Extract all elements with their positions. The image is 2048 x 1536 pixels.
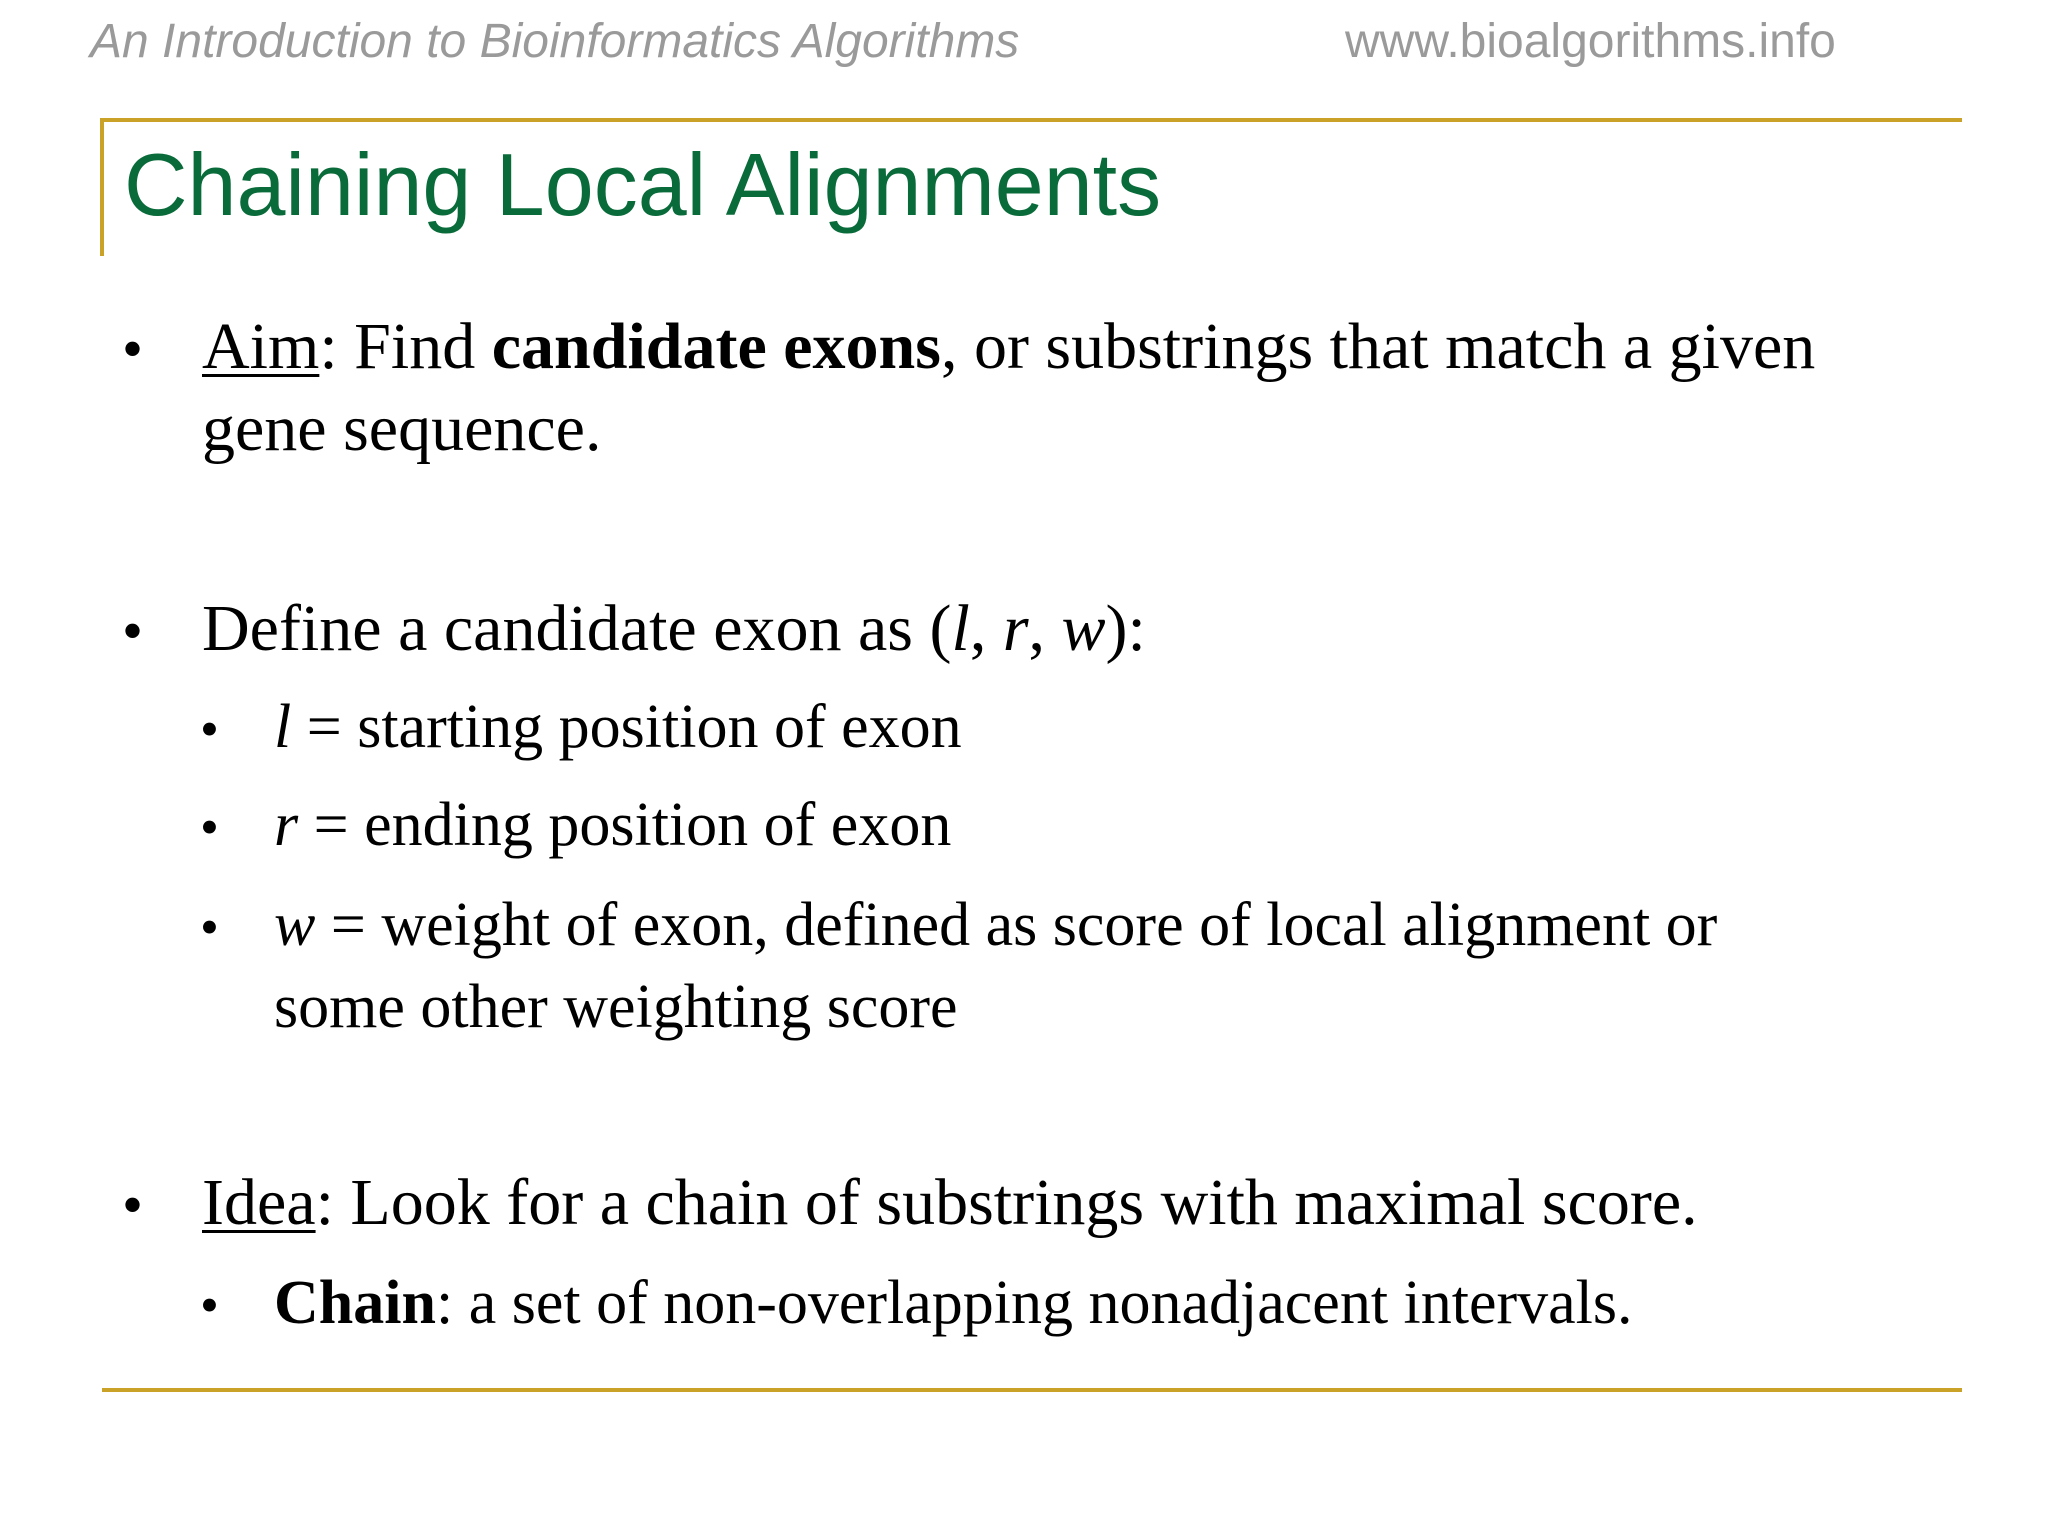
slide-title: Chaining Local Alignments	[124, 135, 1162, 234]
item-var: r	[274, 791, 299, 859]
define-sep-2: ,	[1028, 592, 1062, 665]
bullet-marker: •	[122, 598, 144, 664]
item-text: = ending position of exon	[298, 791, 952, 859]
bottom-divider	[102, 1388, 1962, 1392]
chain-definition	[274, 1262, 1633, 1344]
item-text: = starting position of exon	[291, 693, 962, 761]
define-item-w-continuation: some other weighting score	[274, 973, 958, 1041]
idea-text: : Look for a chain of substrings with maximal score.	[315, 1166, 1698, 1239]
define-sep-1: ,	[969, 592, 1003, 665]
aim-line	[202, 306, 1815, 388]
define-text-2: ):	[1105, 592, 1146, 665]
sub-bullet-marker: •	[200, 1275, 219, 1335]
aim-label: Aim	[202, 310, 320, 383]
define-item-w	[274, 884, 1717, 966]
aim-text-2: , or substrings that match a given	[940, 310, 1816, 383]
sub-bullet-marker: •	[200, 797, 219, 857]
define-item-r	[274, 784, 951, 866]
bullet-marker: •	[122, 1172, 144, 1238]
sub-bullet-marker: •	[200, 897, 219, 957]
idea-label: Idea	[202, 1166, 316, 1239]
sub-bullet-marker: •	[200, 699, 219, 759]
website-url: www.bioalgorithms.info	[1345, 15, 1836, 68]
aim-continuation: gene sequence.	[202, 392, 602, 465]
aim-bold: candidate exons	[491, 310, 941, 383]
define-var-l: l	[951, 592, 970, 665]
define-text-1: Define a candidate exon as (	[202, 592, 952, 665]
item-text: = weight of exon, defined as score of local alignment or	[315, 891, 1718, 959]
item-var: w	[274, 891, 316, 959]
title-side-divider	[100, 118, 104, 256]
define-line	[202, 588, 1146, 670]
chain-text: : a set of non-overlapping nonadjacent intervals.	[435, 1269, 1633, 1337]
define-var-w: w	[1061, 592, 1106, 665]
define-item-l	[274, 686, 962, 768]
chain-bold: Chain	[274, 1269, 436, 1337]
aim-text-1: : Find	[319, 310, 492, 383]
idea-line	[202, 1162, 1698, 1244]
top-divider	[102, 118, 1962, 122]
define-var-r: r	[1002, 592, 1029, 665]
bullet-marker: •	[122, 316, 144, 382]
course-title: An Introduction to Bioinformatics Algorithms	[90, 15, 1020, 68]
item-var: l	[274, 693, 292, 761]
